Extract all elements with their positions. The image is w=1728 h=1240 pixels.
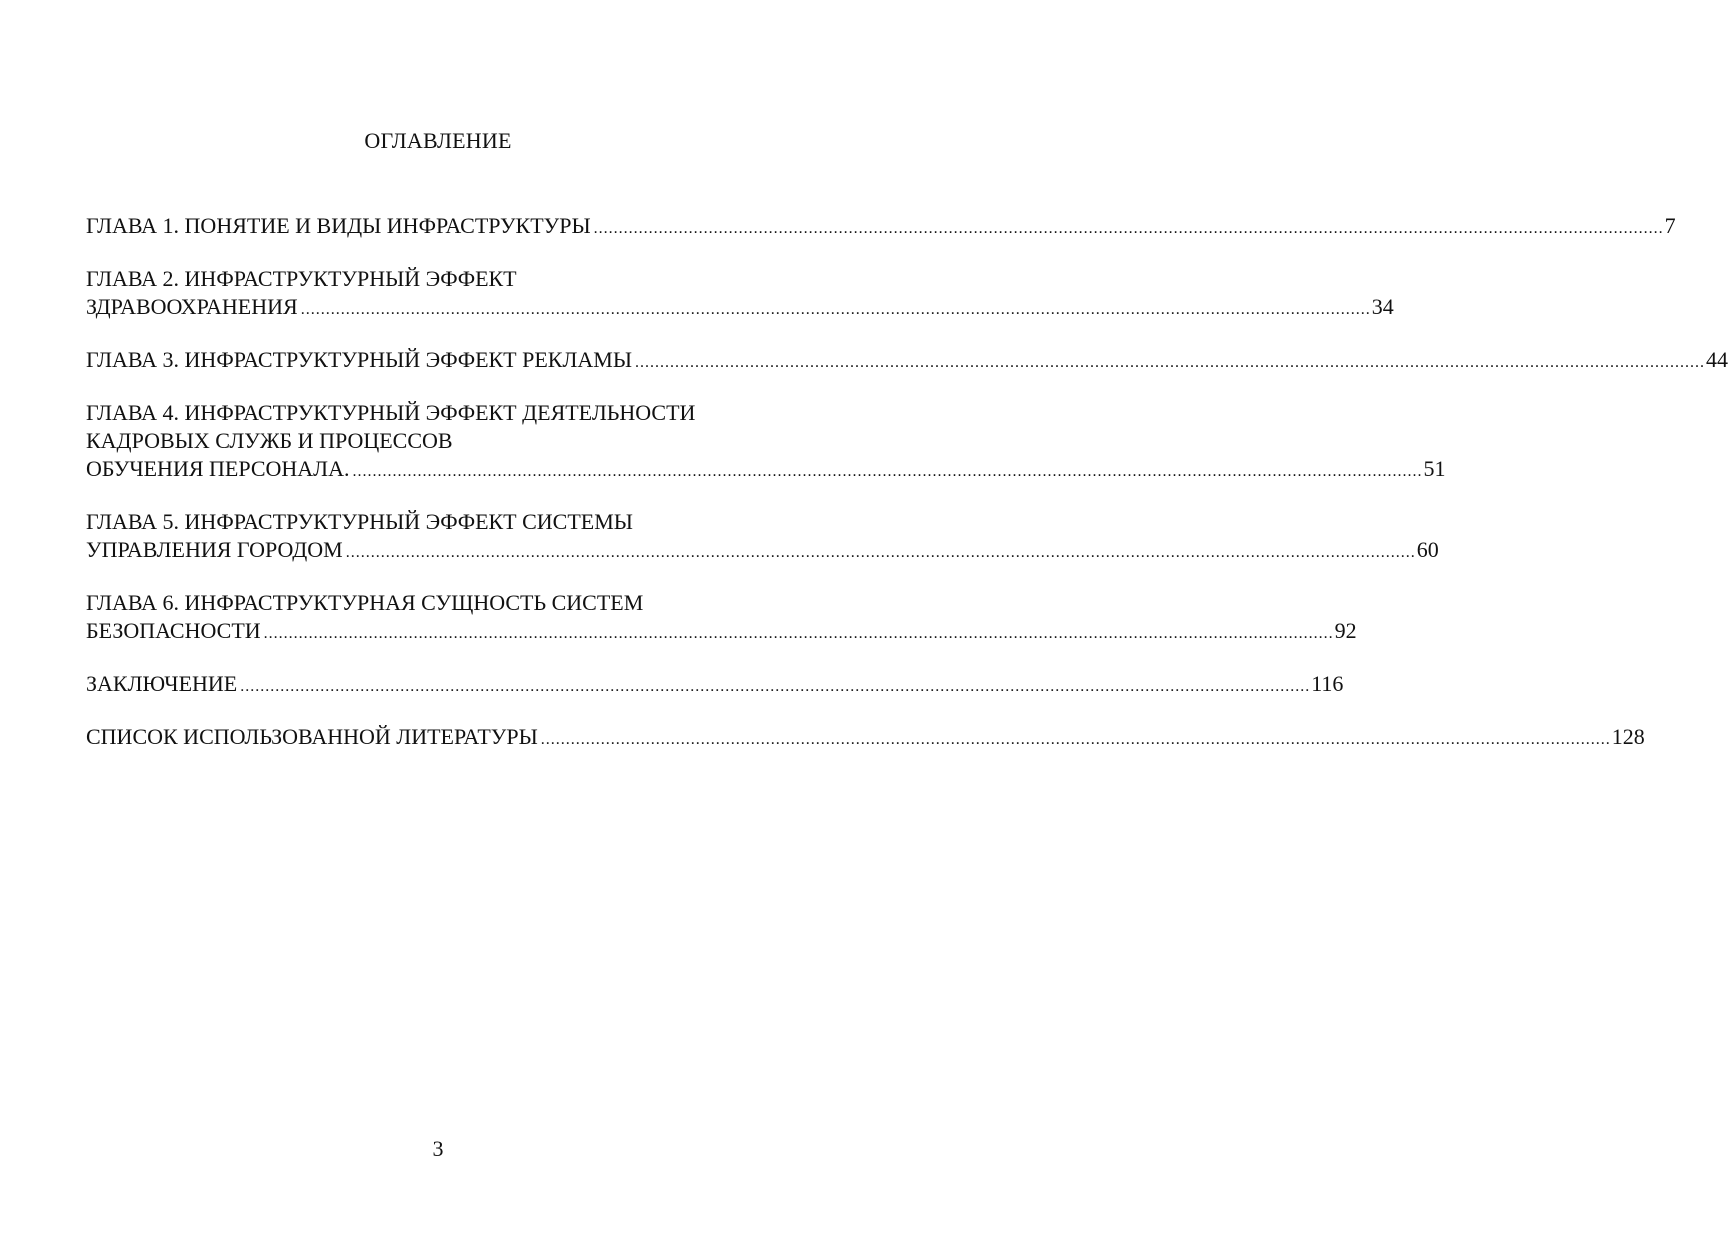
toc-entry-chapter-2[interactable] bbox=[86, 265, 1394, 324]
toc-entry-title: ГЛАВА 3. ИНФРАСТРУКТУРНЫЙ ЭФФЕКТ РЕКЛАМЫ bbox=[86, 347, 633, 372]
toc-entry-chapter-4[interactable] bbox=[86, 399, 1446, 486]
toc-entry-line bbox=[86, 455, 1446, 486]
toc-entry-title: ОБУЧЕНИЯ ПЕРСОНАЛА. bbox=[86, 456, 350, 481]
toc-entry-title: СПИСОК ИСПОЛЬЗОВАННОЙ ЛИТЕРАТУРЫ bbox=[86, 724, 538, 749]
toc-entry-title-line: ГЛАВА 6. ИНФРАСТРУКТУРНАЯ СУЩНОСТЬ СИСТЕМ bbox=[86, 590, 644, 615]
page-number: 3 bbox=[432, 1136, 444, 1161]
toc-entry-chapter-5[interactable] bbox=[86, 508, 1439, 567]
toc-entry-chapter-1[interactable] bbox=[86, 212, 1676, 243]
toc-entry-title-line: КАДРОВЫХ СЛУЖБ И ПРОЦЕССОВ bbox=[86, 428, 453, 453]
toc-entry-line bbox=[86, 536, 1439, 567]
toc-entry-title: ЗАКЛЮЧЕНИЕ bbox=[86, 671, 238, 696]
toc-entry-title: ЗДРАВООХРАНЕНИЯ bbox=[86, 294, 298, 319]
toc-entry-title-line: ГЛАВА 2. ИНФРАСТРУКТУРНЫЙ ЭФФЕКТ bbox=[86, 266, 517, 291]
toc-entry-chapter-3[interactable] bbox=[86, 346, 1728, 377]
toc-entry-line bbox=[86, 670, 1344, 701]
toc-entry-title-line: ГЛАВА 4. ИНФРАСТРУКТУРНЫЙ ЭФФЕКТ ДЕЯТЕЛЬНОСТИ bbox=[86, 400, 696, 425]
dot-leader: ...................................................................................................................................................................................................................... bbox=[540, 731, 1611, 748]
dot-leader: ...................................................................................................................................................................................................................... bbox=[263, 625, 1334, 642]
dot-leader: ...................................................................................................................................................................................................................... bbox=[352, 463, 1423, 480]
toc-page-number: 60 bbox=[1416, 537, 1439, 562]
dot-leader: ...................................................................................................................................................................................................................... bbox=[345, 544, 1416, 561]
toc-heading: ОГЛАВЛЕНИЕ bbox=[364, 128, 512, 153]
toc-entry-conclusion[interactable] bbox=[86, 670, 1344, 701]
toc-entry-title: УПРАВЛЕНИЯ ГОРОДОМ bbox=[86, 537, 343, 562]
toc-page-number: 34 bbox=[1371, 294, 1394, 319]
toc-entry-line bbox=[86, 212, 1676, 243]
toc-list bbox=[86, 212, 1728, 776]
dot-leader: ...................................................................................................................................................................................................................... bbox=[300, 301, 1371, 318]
dot-leader: ...................................................................................................................................................................................................................... bbox=[593, 220, 1664, 237]
toc-entry-line bbox=[86, 617, 1357, 648]
toc-entry-title: БЕЗОПАСНОСТИ bbox=[86, 618, 261, 643]
toc-entry-title: ГЛАВА 1. ПОНЯТИЕ И ВИДЫ ИНФРАСТРУКТУРЫ bbox=[86, 213, 591, 238]
toc-page-number: 116 bbox=[1311, 671, 1344, 696]
toc-entry-line bbox=[86, 293, 1394, 324]
toc-entry-title-line: ГЛАВА 5. ИНФРАСТРУКТУРНЫЙ ЭФФЕКТ СИСТЕМЫ bbox=[86, 509, 633, 534]
toc-page-number: 7 bbox=[1664, 213, 1676, 238]
dot-leader: ...................................................................................................................................................................................................................... bbox=[240, 678, 1311, 695]
toc-entry-line bbox=[86, 723, 1645, 754]
toc-entry-references[interactable] bbox=[86, 723, 1645, 754]
toc-page-number: 92 bbox=[1334, 618, 1357, 643]
toc-page-number: 51 bbox=[1423, 456, 1446, 481]
toc-entry-line bbox=[86, 346, 1728, 377]
dot-leader: ...................................................................................................................................................................................................................... bbox=[635, 354, 1706, 371]
toc-entry-chapter-6[interactable] bbox=[86, 589, 1357, 648]
toc-page-number: 128 bbox=[1611, 724, 1645, 749]
toc-page-number: 44 bbox=[1706, 347, 1728, 372]
